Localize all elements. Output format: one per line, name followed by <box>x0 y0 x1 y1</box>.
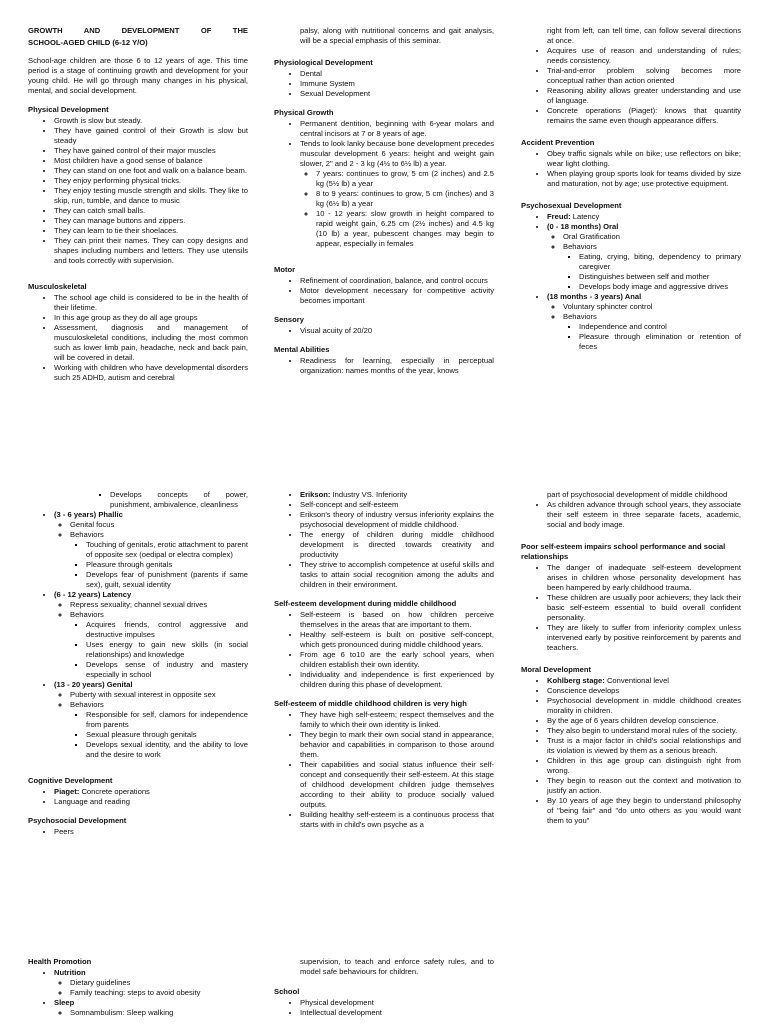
list-item: • They can learn to tie their shoelaces. <box>54 226 248 236</box>
section-heading: School <box>274 987 300 997</box>
list-item <box>547 222 741 292</box>
list-item <box>54 590 248 680</box>
sub-sub-list-item: ▪ Develops sense of industry and mastery especially in school <box>86 660 248 680</box>
sub-list-item <box>563 312 741 352</box>
sub-list-item: ◦ 10 - 12 years: slow growth in height compared to rapid weight gain, 6.25 cm (2½ inches) and 4.5 kg (10 lb) a year, pubescent changes may begin to appear, especially in females <box>316 209 494 249</box>
page-section-1 <box>0 26 768 456</box>
list-item: • Reasoning ability allows greater understanding and use of language. <box>547 86 741 106</box>
section-heading: Accident Prevention <box>521 138 595 148</box>
sub-list-item <box>70 530 248 590</box>
bullet-list <box>274 710 494 830</box>
list-item: • The danger of inadequate self-esteem development arises in children whose personality development has been hampered by early childhood trauma. <box>547 563 741 593</box>
list-item: • They can catch small balls. <box>54 206 248 216</box>
stage-label: (6 - 12 years) Latency <box>54 590 132 600</box>
sub-list <box>54 600 248 680</box>
list-item: • Motor development necessary for competitive activity becomes important <box>300 286 494 306</box>
section-heading: Psychosexual Development <box>521 201 622 211</box>
sub-sub-list-item: ▪ Develops fear of punishment (parents if same sex), guilt, sexual identity <box>86 570 248 590</box>
document-subtitle: SCHOOL-AGED CHILD (6-12 Y/O) <box>28 38 148 48</box>
bullet-list <box>274 356 494 376</box>
list-item: • Healthy self-esteem is built on positive self-concept, which gets pronounced during middle childhood years. <box>300 630 494 650</box>
list-item: • Refinement of coordination, balance, and control occurs <box>300 276 494 286</box>
sub-list <box>54 690 248 760</box>
list-item: • Most children have a good sense of balance <box>54 156 248 166</box>
sub-list-item: ◦ Somnambulism: Sleep walking <box>70 1008 248 1018</box>
column-2 <box>274 957 494 1018</box>
list-item: • They enjoy performing physical tricks. <box>54 176 248 186</box>
list-item-text: Tends to look lanky because bone development precedes muscular development 6 years: height and weight gain slower, 2" and 2 - 3 kg (4½ to 6½ lb) a year. <box>300 139 494 169</box>
list-item <box>54 968 248 998</box>
list-item: • Intellectual development <box>300 1008 494 1018</box>
sub-sub-list-item: ▪ Acquires friends, control aggressive and destructive impulses <box>86 620 248 640</box>
list-item: • They are likely to suffer from inferiority complex unless intervened early by positive reinforcement by parents and teachers. <box>547 623 741 653</box>
sub-sub-list <box>70 620 248 680</box>
section-heading: Self-esteem development during middle childhood <box>274 599 457 609</box>
label-value: Industry VS. Inferiority <box>332 490 408 499</box>
bullet-list <box>28 787 248 807</box>
sub-list-item: ◦ 7 years: continues to grow, 5 cm (2 inches) and 2.5 kg (5½ lb) a year <box>316 169 494 189</box>
section-heading: Musculoskeletal <box>28 282 87 292</box>
sub-sub-list-item: ▪ Independence and control <box>579 322 741 332</box>
section-heading: Poor self-esteem impairs school performance and social relationships <box>521 542 726 562</box>
topic-label: Nutrition <box>54 968 86 978</box>
section-heading: Physical Development <box>28 105 109 115</box>
sub-list-item <box>563 242 741 292</box>
list-item <box>300 139 494 249</box>
list-item: • They also begin to understand moral rules of the society. <box>547 726 741 736</box>
sub-list-item: ◦ Puberty with sexual interest in opposite sex <box>70 690 248 700</box>
sub-sub-list <box>563 322 741 352</box>
list-item: • Erikson's theory of industry versus inferiority explains the psychosocial development of middle childhood. <box>300 510 494 530</box>
list-item: • Psychosocial development in middle childhood creates morality in children. <box>547 696 741 716</box>
list-item: • They can stand on one foot and walk on a balance beam. <box>54 166 248 176</box>
continued-text: supervision, to teach and enforce safety rules, and to model safe behaviours for children. <box>300 957 494 977</box>
list-item: • They can print their names. They can copy designs and shapes including numbers and letters. They use utensils and tools correctly with supervision. <box>54 236 248 266</box>
list-item: • They can manage buttons and zippers. <box>54 216 248 226</box>
sub-list-item <box>70 700 248 760</box>
bullet-list <box>28 293 248 383</box>
column-3 <box>521 26 741 352</box>
bullet-list <box>521 676 741 826</box>
list-item: • Obey traffic signals while on bike; use reflectors on bike; wear light clothing. <box>547 149 741 169</box>
sub-list <box>300 169 494 249</box>
bullet-list <box>521 500 741 530</box>
column-2 <box>274 490 494 831</box>
list-item: • By 10 years of age they begin to understand philosophy of "being fair" and "do unto others as you would want them to you" <box>547 796 741 826</box>
list-item: • Assessment, diagnosis and management of musculoskeletal conditions, including the most common such as lower limb pain, headache, neck and back pain, will be covered in detail. <box>54 323 248 363</box>
sub-sub-list-item: ▪ Uses energy to gain new skills (in social relationships) and knowledge <box>86 640 248 660</box>
stage-label: (18 months - 3 years) Anal <box>547 292 642 302</box>
list-item: • Growth is slow but steady. <box>54 116 248 126</box>
section-heading: Self-esteem of middle childhood children is very high <box>274 699 467 709</box>
bullet-list <box>274 119 494 249</box>
list-item: • Dental <box>300 69 494 79</box>
sub-list-item-text: Behaviors <box>70 530 104 540</box>
section-heading: Cognitive Development <box>28 776 113 786</box>
list-item: • They have high self-esteem; respect themselves and the family to which their own identity is linked. <box>300 710 494 730</box>
sub-list-item: ◦ Family teaching: steps to avoid obesity <box>70 988 248 998</box>
sub-list-item-text: Behaviors <box>70 610 104 620</box>
list-item: • Self-concept and self-esteem <box>300 500 494 510</box>
sub-list <box>547 232 741 292</box>
bullet-list <box>28 510 248 760</box>
sub-sub-list-item: ▪ Pleasure through genitals <box>86 560 248 570</box>
list-item: • Children in this age group can distinguish right from wrong. <box>547 756 741 776</box>
list-item: • By the age of 6 years children develop conscience. <box>547 716 741 726</box>
list-item: • Visual acuity of 20/20 <box>300 326 494 336</box>
column-1 <box>28 957 248 1018</box>
stage-label: (13 - 20 years) Genital <box>54 680 133 690</box>
list-item: • Sexual Development <box>300 89 494 99</box>
label-value: Conventional level <box>606 676 669 686</box>
list-item: • They have gained control of their Growth is slow but steady <box>54 126 248 146</box>
topic-label: Sleep <box>54 998 75 1008</box>
section-heading: Moral Development <box>521 665 592 675</box>
list-item: • They begin to reason out the context and motivation to justify an action. <box>547 776 741 796</box>
section-heading: Psychosocial Development <box>28 816 127 826</box>
list-item: • In this age group as they do all age groups <box>54 313 248 323</box>
list-item: • Self-esteem is based on how children perceive themselves in the areas that are important to them. <box>300 610 494 630</box>
sub-sub-list <box>563 252 741 292</box>
sub-list-item: ◦ Oral Gratification <box>563 232 741 242</box>
section-heading: Sensory <box>274 315 304 325</box>
sub-list-item: ◦ Voluntary sphincter control <box>563 302 741 312</box>
sub-sub-list-item: ▪ Responsible for self, clamors for independence from parents <box>86 710 248 730</box>
sub-list-item-text: Behaviors <box>563 242 597 252</box>
list-item <box>54 680 248 760</box>
sub-list <box>547 302 741 352</box>
sub-sub-list-item: ▪ Sexual pleasure through genitals <box>86 730 248 740</box>
bullet-list <box>274 69 494 99</box>
bullet-list <box>28 116 248 266</box>
list-item: • Working with children who have developmental disorders such 25 ADHD, autism and cerebral <box>54 363 248 383</box>
sub-sub-list-item: ▪ Touching of genitals, erotic attachment to parent of opposite sex (oedipal or electra complex) <box>86 540 248 560</box>
list-item: • They enjoy testing muscle strength and skills. They like to skip, run, tumble, and dance to music <box>54 186 248 206</box>
stage-label: (3 - 6 years) Phallic <box>54 510 123 520</box>
sub-sub-list <box>28 490 248 510</box>
list-item: • They have gained control of their major muscles <box>54 146 248 156</box>
list-item: • When playing group sports look for teams divided by size and maturation, not by age; use protective equipment. <box>547 169 741 189</box>
bullet-list <box>28 968 248 1018</box>
list-item: • These children are usually poor achievers; they lack their basic self-esteem essential to build overall confident personality. <box>547 593 741 623</box>
intro-paragraph: School-age children are those 6 to 12 years of age. This time period is a stage of continuing growth and development for your young child. He will go through many changes in his physical, mental, and social development. <box>28 56 248 96</box>
continued-text: palsy, along with nutritional concerns and gait analysis, will be a special emphasis of this seminar. <box>300 26 494 46</box>
list-item: • Language and reading <box>54 797 248 807</box>
sub-sub-list-item: ▪ Pleasure through elimination or retention of feces <box>579 332 741 352</box>
page-section-3 <box>0 957 768 1024</box>
list-item: • Trial-and-error problem solving becomes more conceptual rather than action oriented <box>547 66 741 86</box>
sub-list <box>54 978 248 998</box>
list-item: • The energy of children during middle childhood development is directed towards creativity and productivity <box>300 530 494 560</box>
bullet-list <box>274 326 494 336</box>
list-item: • Building healthy self-esteem is a continuous process that starts with in child's own psyche as a <box>300 810 494 830</box>
section-heading: Mental Abilities <box>274 345 330 355</box>
sub-list-item: ◦ Repress sexuality; channel sexual drives <box>70 600 248 610</box>
list-item: • Conscience develops <box>547 686 741 696</box>
list-item: • Immune System <box>300 79 494 89</box>
list-item: • Acquires use of reason and understanding of rules; needs consistency. <box>547 46 741 66</box>
sub-sub-list-item: ▪ Develops concepts of power, punishment, ambivalence, cleanliness <box>110 490 248 510</box>
section-heading: Physical Growth <box>274 108 334 118</box>
column-3 <box>521 490 741 826</box>
document-title: GROWTH AND DEVELOPMENT OF THE <box>28 26 248 35</box>
label-bold: Kohlberg stage: <box>547 676 605 686</box>
column-1 <box>28 26 248 384</box>
sub-list-item: ◦ 8 to 9 years: continues to grow, 5 cm (inches) and 3 kg (6½ lb) a year <box>316 189 494 209</box>
bullet-list <box>521 149 741 189</box>
sub-list <box>54 1008 248 1018</box>
list-item: • Their capabilities and social status influence their self-concept and consequently their self-esteem. At this stage of childhood development children judge themselves according to their ability to produce socially valued outputs. <box>300 760 494 810</box>
list-item <box>54 787 248 797</box>
sub-list-item <box>70 610 248 680</box>
bullet-list <box>521 212 741 352</box>
list-item: • Individuality and independence is first experienced by children during this phase of development. <box>300 670 494 690</box>
continued-text: part of psychosocial development of middle childhood <box>547 490 728 499</box>
bullet-list <box>274 276 494 306</box>
sub-sub-list-item: ▪ Eating, crying, biting, dependency to primary caregiver <box>579 252 741 272</box>
list-item <box>547 292 741 352</box>
section-heading: Physiological Development <box>274 58 373 68</box>
label-value: Concrete operations <box>81 787 150 797</box>
sub-sub-list-item: ▪ Distinguishes between self and mother <box>579 272 741 282</box>
sub-list-item: ◦ Genital focus <box>70 520 248 530</box>
list-item: • The school age child is considered to be in the health of their lifetime. <box>54 293 248 313</box>
sub-sub-list <box>70 540 248 590</box>
bullet-list <box>28 827 248 837</box>
sub-list-item-text: Behaviors <box>563 312 597 322</box>
label-bold: Erikson: <box>300 490 331 499</box>
list-item <box>54 998 248 1018</box>
bullet-list <box>521 46 741 126</box>
list-item: • Peers <box>54 827 248 837</box>
section-heading: Health Promotion <box>28 957 92 966</box>
list-item <box>300 490 494 500</box>
list-item <box>54 510 248 590</box>
sub-sub-list-item: ▪ Develops sexual identity, and the ability to love and the desire to work <box>86 740 248 760</box>
sub-list-item: ◦ Dietary guidelines <box>70 978 248 988</box>
bullet-list <box>274 998 494 1018</box>
sub-sub-list-item: ▪ Develops body image and aggressive drives <box>579 282 741 292</box>
list-item <box>547 676 741 686</box>
sub-list <box>54 520 248 590</box>
list-item: • They begin to mark their own social stand in appearance, behavior and capabilities in comparison to those around them. <box>300 730 494 760</box>
list-item: • As children advance through school years, they associate their self esteem in three separate facets, academic, social and body image. <box>547 500 741 530</box>
bullet-list <box>274 610 494 690</box>
list-item <box>547 212 741 222</box>
label-bold: Piaget: <box>54 787 80 797</box>
list-item: • Concrete operations (Piaget): knows that quantity remains the same even though appearance differs. <box>547 106 741 126</box>
page-section-2 <box>0 490 768 910</box>
list-item: • From age 6 to10 are the early school years, when children establish their own identity. <box>300 650 494 670</box>
sub-sub-list <box>70 710 248 760</box>
label-value: Latency <box>572 212 600 222</box>
stage-label: (0 - 18 months) Oral <box>547 222 619 232</box>
column-2 <box>274 26 494 376</box>
section-heading: Motor <box>274 265 296 275</box>
column-1 <box>28 490 248 838</box>
list-item: • Trust is a major factor in child's social relationships and its violation is viewed by them as a serious breach. <box>547 736 741 756</box>
bullet-list <box>521 563 741 653</box>
label-bold: Freud: <box>547 212 571 222</box>
sub-list-item-text: Behaviors <box>70 700 104 710</box>
list-item: • Physical development <box>300 998 494 1008</box>
continued-text: right from left, can tell time, can follow several directions at once. <box>547 26 741 46</box>
list-item: • They strive to accomplish competence at useful skills and tasks to attain social recognition among the adults and children in their environment. <box>300 560 494 590</box>
bullet-list <box>274 490 494 590</box>
list-item: • Permanent dentition, beginning with 6-year molars and central incisors at 7 or 8 years of age. <box>300 119 494 139</box>
list-item: • Readiness for learning, especially in perceptual organization: names months of the year, knows <box>300 356 494 376</box>
